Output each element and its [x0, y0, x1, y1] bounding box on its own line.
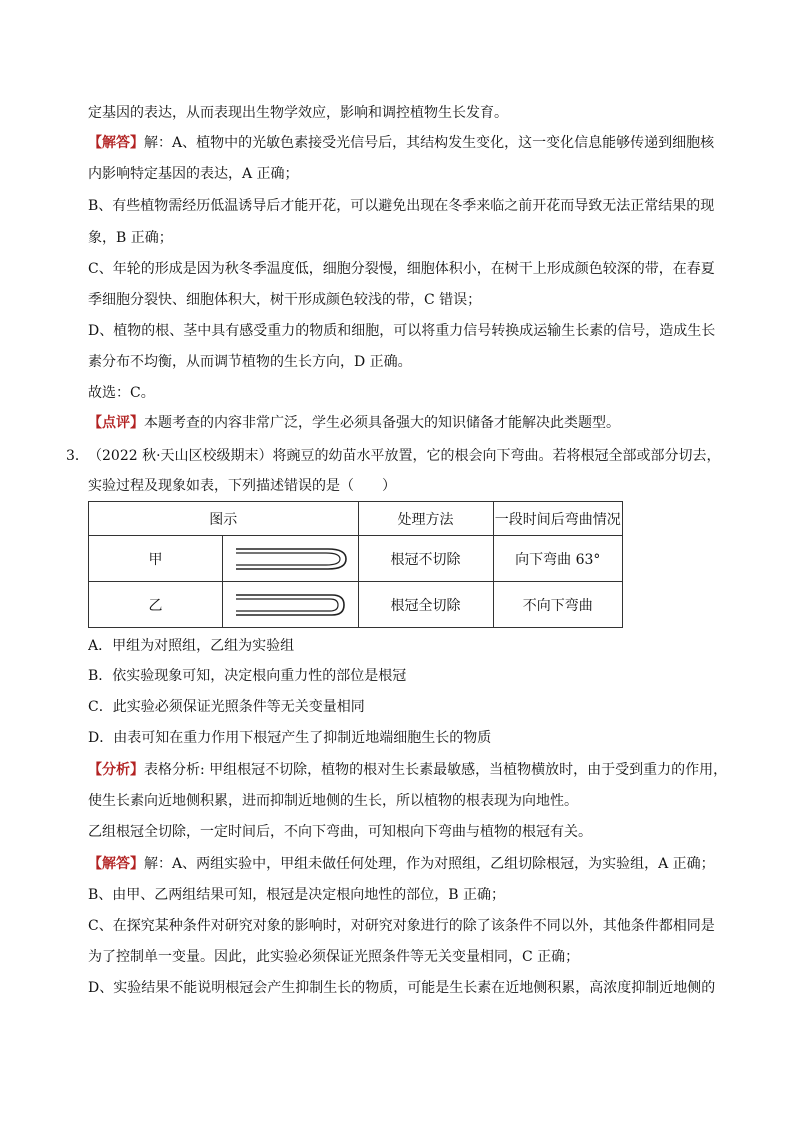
option-a: A．甲组为对照组，乙组为实验组 [88, 638, 295, 654]
experiment-table [88, 501, 623, 628]
option-b: B．依实验现象可知，决定根向重力性的部位是根冠 [88, 668, 407, 684]
bending-result: 向下弯曲 63° [493, 536, 622, 582]
group-label: 甲 [89, 536, 223, 582]
treatment-method: 根冠不切除 [358, 536, 493, 582]
analysis-line: 【分析】表格分析: 甲组根冠不切除，植物的根对生长素最敏感，当植物横放时，由于受到重力的作用， [88, 762, 728, 778]
table-header: 一段时间后弯曲情况 [493, 502, 622, 536]
answer-tag: 【解答】 [88, 856, 144, 872]
option-d: D．由表可知在重力作用下根冠产生了抑制近地端细胞生长的物质 [88, 730, 492, 746]
text-line: 象，B 正确； [88, 230, 173, 246]
answer-line: C、在探究某种条件对研究对象的影响时，对研究对象进行的除了该条件不同以外，其他条件都相同是 [88, 918, 715, 934]
comment-tag: 【点评】 [88, 415, 144, 431]
question-stem: （2022 秋·天山区校级期末）将豌豆的幼苗水平放置，它的根会向下弯曲。若将根冠全部或部分切去， [88, 448, 721, 464]
cut-root-figure [228, 585, 352, 625]
root-figure-cell [223, 536, 359, 582]
answer-line: D、实验结果不能说明根冠会产生抑制生长的物质，可能是生长素在近地侧积累，高浓度抑制近地侧的 [88, 980, 716, 996]
option-c: C．此实验必须保证光照条件等无关变量相同 [88, 699, 365, 715]
table-header: 处理方法 [358, 502, 493, 536]
text-line: 故选：C。 [88, 385, 155, 401]
analysis-tag: 【分析】 [88, 762, 144, 778]
answer-line: 为了控制单一变量。因此，此实验必须保证光照条件等无关变量相同，C 正确； [88, 949, 580, 965]
question-number: 3． [66, 448, 89, 464]
analysis-line: 乙组根冠全切除，一定时间后，不向下弯曲，可知根向下弯曲与植物的根冠有关。 [88, 824, 592, 840]
table-header: 图示 [89, 502, 359, 536]
bending-result: 不向下弯曲 [493, 582, 622, 628]
text-line: 【点评】本题考查的内容非常广泛，学生必须具备强大的知识储备才能解决此类题型。 [88, 415, 620, 431]
table-row [89, 536, 623, 582]
analysis-line: 使生长素向近地侧积累，进而抑制近地侧的生长，所以植物的根表现为向地性。 [88, 793, 578, 809]
group-label: 乙 [89, 582, 223, 628]
treatment-method: 根冠全切除 [358, 582, 493, 628]
table-header-row [89, 502, 623, 536]
text-line: 【解答】解：A、植物中的光敏色素接受光信号后，其结构发生变化，这一变化信息能够传递到细胞核 [88, 135, 715, 151]
text-line: 季细胞分裂快、细胞体积大，树干形成颜色较浅的带，C 错误； [88, 292, 482, 308]
text-line: D、植物的根、茎中具有感受重力的物质和细胞，可以将重力信号转换成运输生长素的信号，造成生长 [88, 323, 716, 339]
text-line: 定基因的表达，从而表现出生物学效应，影响和调控植物生长发育。 [88, 105, 508, 121]
answer-line: 【解答】解：A、两组实验中，甲组未做任何处理，作为对照组，乙组切除根冠，为实验组，A 正确； [88, 856, 715, 872]
table-row [89, 582, 623, 628]
text-line: 素分布不均衡，从而调节植物的生长方向，D 正确。 [88, 354, 412, 370]
bent-root-figure [228, 539, 352, 579]
answer-line: B、由甲、乙两组结果可知，根冠是决定根向地性的部位，B 正确； [88, 887, 506, 903]
text-line: C、年轮的形成是因为秋冬季温度低，细胞分裂慢，细胞体积小，在树干上形成颜色较深的带，在春夏 [88, 261, 715, 277]
text-line: B、有些植物需经历低温诱导后才能开花，可以避免出现在冬季来临之前开花而导致无法正常结果的现 [88, 198, 715, 214]
root-figure-cell [223, 582, 359, 628]
answer-tag: 【解答】 [88, 135, 144, 151]
text-line: 内影响特定基因的表达，A 正确； [88, 166, 299, 182]
question-stem: 实验过程及现象如表，下列描述错误的是（ ） [88, 478, 396, 494]
